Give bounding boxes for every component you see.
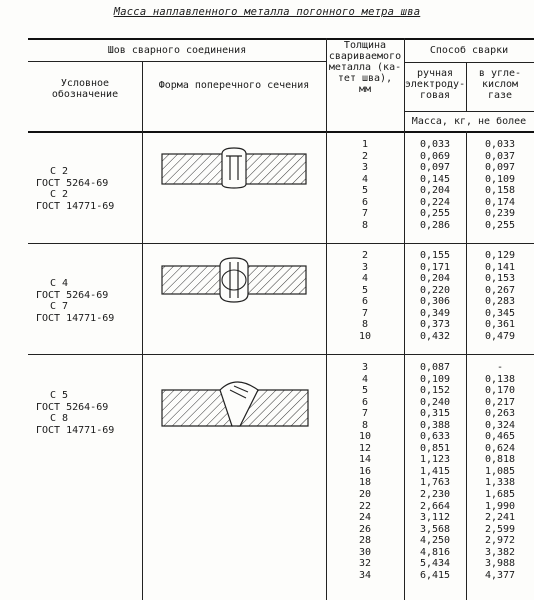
col-divider-1	[142, 61, 143, 600]
co2-mass-group-1: 0,033 0,037 0,097 0,109 0,158 0,174 0,239 0,255	[484, 139, 516, 231]
manual-mass-group-3: 0,087 0,109 0,152 0,240 0,315 0,388 0,633 0,851 1,123 1,415 1,763 2,230 2,664 3,112 3,568 4,250 4,816 5,434 6,415	[419, 362, 451, 581]
header-joint: Шов сварного соединения	[107, 45, 247, 56]
thickness-group-3: 3 4 5 6 7 8 10 12 14 16 18 20 22 24 26 28 30 32 34	[358, 362, 372, 581]
header-thickness: Толщина свариваемого металла (ка- тет шва), мм	[328, 40, 402, 95]
cross-section-c2-sketch	[160, 146, 310, 190]
manual-mass-group-2: 0,155 0,171 0,204 0,220 0,306 0,349 0,373 0,432	[419, 250, 451, 342]
cross-section-c5-sketch	[160, 370, 310, 432]
co2-mass-group-2: 0,129 0,141 0,153 0,267 0,283 0,345 0,361 0,479	[484, 250, 516, 342]
header-method: Способ сварки	[429, 45, 509, 56]
header-joint-rule	[28, 61, 326, 62]
thickness-group-2: 2 3 4 5 6 7 8 10	[358, 250, 372, 342]
cross-section-c4-sketch	[160, 254, 310, 306]
header-co2: в угле- кислом газе	[478, 68, 522, 101]
header-designation: Условное обозначение	[51, 78, 119, 100]
header-mass-note: Масса, кг, не более	[411, 116, 527, 127]
designation-group-1: С 2 ГОСТ 5264-69 С 2 ГОСТ 14771-69	[36, 166, 115, 212]
group-separator-2	[28, 354, 534, 355]
thickness-group-1: 1 2 3 4 5 6 7 8	[361, 139, 369, 231]
co2-mass-group-3: - 0,138 0,170 0,217 0,263 0,324 0,465 0,624 0,818 1,085 1,338 1,685 1,990 2,241 2,599 2,972 3,382 3,988 4,377	[484, 362, 516, 581]
header-method-rule	[404, 62, 534, 63]
header-mass-rule	[404, 111, 534, 112]
designation-group-2: С 4 ГОСТ 5264-69 С 7 ГОСТ 14771-69	[36, 278, 115, 324]
header-cross-section: Форма поперечного сечения	[158, 80, 310, 91]
header-bottom-rule	[28, 131, 534, 133]
page-title: Масса наплавленного металла погонного метра шва	[113, 6, 421, 18]
header-manual: ручная электроду- говая	[404, 68, 466, 101]
group-separator-1	[28, 243, 534, 244]
manual-mass-group-1: 0,033 0,069 0,097 0,145 0,204 0,224 0,255 0,286	[419, 139, 451, 231]
designation-group-3: С 5 ГОСТ 5264-69 С 8 ГОСТ 14771-69	[36, 390, 115, 436]
table-top-rule	[28, 38, 534, 40]
